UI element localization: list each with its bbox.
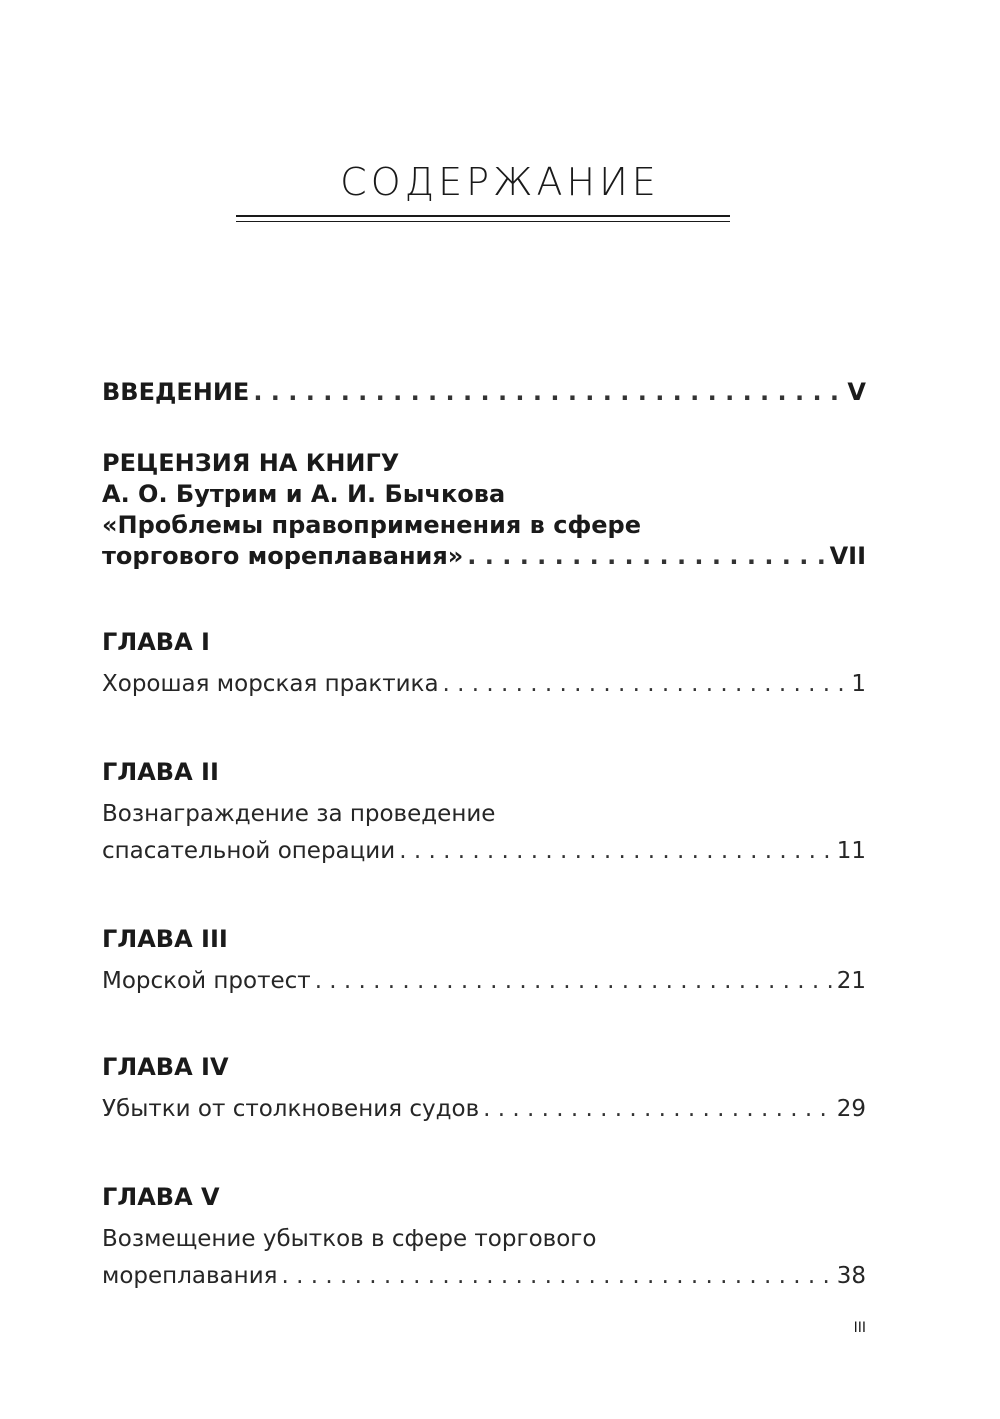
toc-entry-page: VII: [829, 542, 866, 570]
toc-entry-label: торгового мореплавания»: [102, 542, 464, 570]
toc-entry-intro[interactable]: [102, 376, 866, 420]
chapter-title-line: [102, 1260, 866, 1292]
chapter-title-line: [102, 835, 866, 867]
chapter-title-line: Вознаграждение за проведение: [102, 801, 496, 827]
chapter-title-line: [102, 668, 866, 700]
review-last-line: [102, 541, 866, 572]
review-line: РЕЦЕНЗИЯ НА КНИГУ: [102, 449, 400, 477]
toc-chapter-4[interactable]: [102, 1051, 866, 1125]
chapter-heading: ГЛАВА IV: [102, 1053, 229, 1081]
chapter-heading: ГЛАВА I: [102, 628, 210, 656]
chapter-heading: ГЛАВА II: [102, 758, 219, 786]
leader-dots: [467, 541, 825, 572]
leader-dots: [281, 1260, 832, 1292]
toc-entry-label: спасательной операции: [102, 838, 396, 864]
toc-entry-label: Убытки от столкновения судов: [102, 1096, 480, 1122]
toc-entry-label: Морской протест: [102, 968, 311, 994]
leader-dots: [483, 1093, 833, 1125]
chapter-title-line: [102, 965, 866, 997]
toc-chapter-1[interactable]: [102, 626, 866, 700]
page-title: СОДЕРЖАНИЕ: [340, 160, 660, 204]
toc-entry-label: Хорошая морская практика: [102, 671, 439, 697]
chapter-heading: ГЛАВА III: [102, 925, 228, 953]
toc-chapter-2[interactable]: [102, 756, 866, 867]
toc-entry-page: 11: [836, 838, 866, 864]
toc-entry-page: 29: [836, 1096, 866, 1122]
leader-dots: [315, 965, 833, 997]
chapter-title-line: [102, 1093, 866, 1125]
table-of-contents: [102, 376, 866, 1292]
page-number: III: [853, 1320, 866, 1336]
toc-entry-page: V: [847, 378, 866, 406]
chapter-title-line: Возмещение убытков в сфере торгового: [102, 1226, 597, 1252]
review-line: А. О. Бутрим и А. И. Бычкова: [102, 480, 506, 508]
toc-chapter-3[interactable]: [102, 923, 866, 997]
leader-dots: [253, 376, 843, 408]
toc-entry-label: мореплавания: [102, 1263, 278, 1289]
toc-entry-page: 38: [836, 1263, 866, 1289]
toc-entry-page: 21: [836, 968, 866, 994]
review-line: «Проблемы правоприменения в сфере: [102, 511, 641, 539]
leader-dots: [443, 668, 848, 700]
toc-entry-page: 1: [851, 671, 866, 697]
leader-dots: [399, 835, 833, 867]
toc-chapter-5[interactable]: [102, 1181, 866, 1292]
title-double-rule: [236, 215, 730, 222]
toc-entry-label: ВВЕДЕНИЕ: [102, 378, 250, 406]
chapter-heading: ГЛАВА V: [102, 1183, 220, 1211]
toc-entry-review[interactable]: [102, 448, 866, 572]
